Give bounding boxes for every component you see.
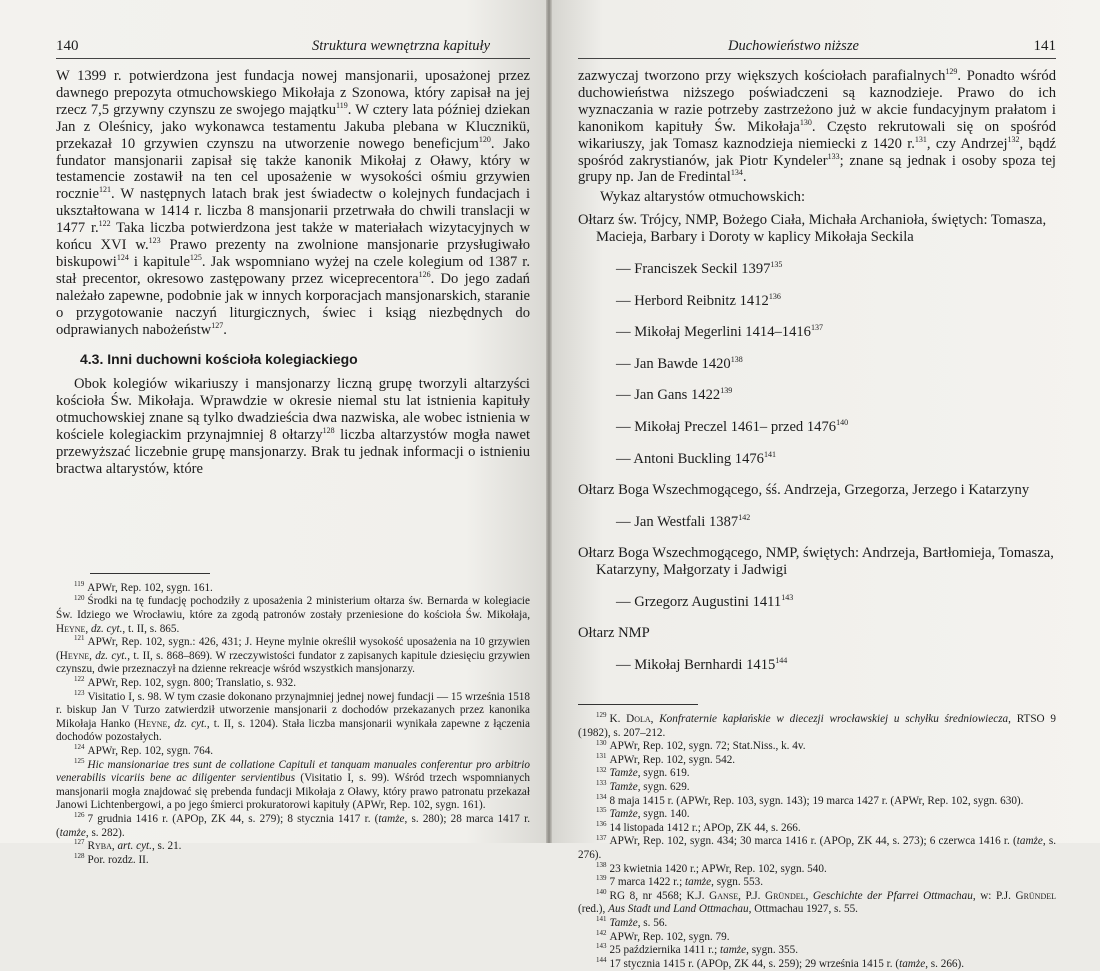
altarist-entry — [578, 356, 1056, 373]
altarist-name: — Antoni Buckling 1476 — [616, 450, 764, 467]
altar-name: Ołtarz Boga Wszechmogącego, NMP, świętych: Andrzeja, Bartłomieja, Tomasza, Katarzyny, Małgorzaty i Jadwigi — [578, 545, 1054, 579]
text-run: , RTSO 9 (1982), s. 207–212. — [578, 713, 1056, 739]
text-run: 23 kwietnia 1420 r.; APWr, Rep. 102, sygn. 540. — [609, 862, 827, 875]
text-run: APWr, Rep. 102, sygn. 161. — [87, 581, 213, 594]
footnote — [56, 745, 530, 759]
text-run: . W cztery lata później dziekan Jan z Oleśnicy, jako wykonawca testamentu Jakuba plebana w Klucznikü, przekazał 10 grzywien czynszu na utworzenie nowego beneficjum — [56, 101, 530, 152]
italic-run: dz. cyt. — [174, 717, 207, 730]
footnote — [578, 928, 1056, 945]
footnote — [578, 808, 1056, 822]
footnote — [578, 958, 1056, 971]
text-run: . Ponadto wśród duchowieństwa niższego poświadczeni są kaznodzieje. Prawo do ich wyznaczania w razie potrzeby zastrzeżono już w akcie fundacyjnym prałatom i kanonikom kapituły Św. Mikołaja — [578, 68, 1056, 135]
running-head: Struktura wewnętrzna kapituły — [311, 38, 490, 54]
footnote — [578, 792, 1056, 809]
footnote-rule — [90, 573, 210, 574]
footnote-number: 140 — [596, 888, 607, 897]
text-run: . Często rekrutowali się on spośród wikariuszy, jak Tomasz kaznodzieja niemiecki z 1420 r. — [578, 118, 1057, 152]
text-run: . W następnych latach brak jest świadectw o kolejnych fundacjach i ukształtowana w 1414 r. liczba 8 mansjonarii przetrwała do chwili translacji w 1477 r. — [56, 186, 530, 237]
altar-name: Ołtarz Boga Wszechmogącego, śś. Andrzeja, Grzegorza, Jerzego i Katarzyny — [578, 482, 1030, 499]
altarist-name: — Jan Westfali 1387 — [616, 513, 739, 530]
footnote-ref: 138 — [730, 354, 743, 364]
footnote — [578, 740, 1056, 754]
footnote — [578, 917, 1056, 931]
paragraph — [56, 68, 530, 339]
text-run: APWr, Rep. 102, sygn. 72; Stat.Niss., k. 4v. — [609, 740, 806, 753]
altar-name: Ołtarz NMP — [578, 625, 650, 642]
text-run: Visitatio I, s. 98. W tym czasie dokonano przynajmniej jednej nowej fundacji — 15 września 1518 r. biskup Jan V Turzo zatwierdził utworzenie mansjonarii z dochodów przekazanych przez kanonika Mikołaja Hanko ( — [56, 690, 530, 730]
text-run: APWr, Rep. 102, sygn. 79. — [609, 930, 730, 943]
smallcaps-run: Gründel — [1015, 889, 1057, 902]
altarist-entry — [578, 514, 1056, 531]
footnote-number: 126 — [74, 811, 85, 820]
footnote-number: 143 — [596, 942, 607, 951]
altarist-name: — Grzegorz Augustini 1411 — [616, 593, 782, 610]
italic-run: tamże — [378, 812, 405, 825]
left-footnotes — [56, 582, 530, 867]
section-heading: 4.3. Inni duchowni kościoła kolegiackiego — [80, 350, 358, 367]
paragraph — [578, 68, 1056, 186]
text-run: , P.J. — [738, 889, 765, 902]
text-run: APWr, Rep. 102, sygn. 800; Translatio, s. 932. — [87, 677, 297, 689]
italic-run: Hic mansionariae tres sunt de collatione Capituli et tanquam manuales conferentur pro arbitrio venerabilis vicariis bene ac diligenter servientibus — [56, 758, 530, 785]
italic-run: art. cyt. — [117, 840, 152, 853]
footnote-number: 133 — [596, 779, 607, 788]
text-run: ; znane są jednak i osoby spoza tej grupy np. Jan de Fredintal — [578, 152, 1056, 186]
footnote-number: 135 — [596, 806, 607, 815]
italic-run: Tamże — [609, 808, 638, 821]
footnote — [578, 860, 1056, 877]
right-body-text — [578, 68, 1056, 186]
footnote — [56, 677, 530, 691]
altarist-name: — Franciszek Seckil 1397 — [616, 260, 771, 277]
italic-run: tamże — [1016, 835, 1043, 848]
footnote — [578, 713, 1056, 740]
footnote-number: 127 — [74, 838, 85, 847]
text-run: , — [111, 840, 118, 853]
footnote — [578, 944, 1056, 958]
text-run: W 1399 r. potwierdzona jest fundacja nowej mansjonarii, uposażonej przez dawnego prepozyta otmuchowskiego Mikołaja z Szonowa, który zapisał na jej rzecz 7,5 grzywny czynszu ze swojego majątku — [56, 68, 530, 118]
page-number: 141 — [1033, 38, 1056, 54]
text-run: RG 8, nr 4568; K.J. — [609, 889, 710, 902]
altarist-entry — [578, 261, 1056, 278]
italic-run: tamże — [899, 957, 926, 970]
footnote-number: 136 — [596, 820, 607, 829]
footnote-number: 125 — [74, 756, 85, 765]
right-page — [548, 0, 1100, 970]
footnote — [56, 688, 530, 745]
text-run: , — [167, 717, 175, 730]
footnote-number: 132 — [596, 765, 607, 774]
footnote-ref: 120 — [478, 134, 491, 144]
right-footnotes — [578, 713, 1056, 971]
footnote-ref: 121 — [98, 185, 111, 195]
italic-run: Tamże — [609, 781, 638, 794]
altar-list — [578, 189, 1056, 674]
text-run: , sygn. 629. — [637, 781, 690, 794]
footnote-ref: 136 — [768, 291, 781, 301]
italic-run: tamże — [720, 944, 747, 957]
page-number: 140 — [56, 38, 79, 54]
list-intro: Wykaz altarystów otmuchowskich: — [600, 189, 806, 206]
left-page — [0, 0, 548, 866]
text-run: , — [85, 622, 92, 635]
footnote-ref: 137 — [810, 323, 823, 333]
footnote — [56, 840, 530, 854]
altarist-entry — [578, 657, 1056, 674]
text-run: , t. II, s. 868–869). W rzeczywistości fundator z zapisanych kapitule dziesięciu grzywien czynszu, dwie przeznaczył na dzienne rekreacje wśród wszystkich mansjonarzy. — [56, 649, 530, 676]
footnote — [56, 636, 530, 677]
footnote — [56, 582, 530, 596]
text-run: APWr, Rep. 102, sygn. 542. — [609, 753, 736, 766]
altarist-name: — Jan Bawde 1420 — [616, 355, 731, 372]
footnote-ref: 122 — [98, 219, 111, 229]
footnote — [578, 822, 1056, 836]
italic-run: Aus Stadt und Land Ottmachau — [608, 903, 749, 916]
text-run: , s. 266). — [925, 957, 965, 970]
footnote-number: 128 — [74, 851, 85, 860]
text-run: , bądź spośród zakrystianów, jak Piotr Kyndeler — [578, 135, 1056, 169]
smallcaps-run: Heyne — [59, 649, 90, 662]
footnote-number: 122 — [74, 675, 85, 684]
footnote-number: 138 — [596, 860, 607, 869]
book-gutter — [546, 0, 552, 843]
footnote-number: 124 — [74, 743, 85, 752]
altarist-name: — Mikołaj Megerlini 1414–1416 — [616, 324, 811, 341]
paragraph — [56, 376, 530, 477]
altarist-entry — [578, 594, 1056, 611]
altarist-entry — [578, 451, 1056, 468]
text-run: 25 października 1411 r.; — [609, 944, 720, 957]
smallcaps-run: Heyne — [56, 622, 86, 635]
altarist-entry — [578, 387, 1056, 404]
footnote-number: 139 — [596, 874, 607, 883]
footnote — [578, 890, 1056, 917]
text-run: i kapitule — [128, 253, 190, 270]
altarist-entry — [578, 419, 1056, 436]
altarist-name: — Jan Gans 1422 — [616, 387, 721, 404]
text-run: . Jako fundator mansjonarii zapisał się także kanonik Mikołaj z Oławy, który w testamencie zostawił na ten cel uposażenie w wysokości ośmiu grzywien rocznie — [56, 135, 530, 203]
text-run: zazwyczaj tworzono przy większych kościołach parafialnych — [578, 68, 946, 84]
italic-run: tamże — [685, 876, 712, 889]
text-run: Por. rozdz. II. — [87, 853, 149, 866]
smallcaps-run: Ryba — [87, 840, 112, 853]
text-run: (Visitatio I, s. 99). Wśród trzech wspomnianych mansjonarii mogła znajdować się prebenda fundacji Mikołaja z Oławy, który prawo patronatu przekazał Janowi Lichtenbergowi, a po jego śmierci prokuratorowi kapituły (APWr, Rep. 102, sygn. 161). — [56, 772, 530, 812]
footnote-ref: 135 — [770, 260, 783, 270]
footnote — [56, 756, 530, 813]
footnote-ref: 141 — [763, 449, 776, 459]
footnote-ref: 130 — [799, 117, 812, 127]
text-run: , t. II, s. 865. — [122, 622, 180, 635]
footnote — [578, 767, 1056, 781]
left-page-header — [56, 38, 530, 59]
footnote-ref: 124 — [116, 253, 129, 263]
altarist-entry — [578, 293, 1056, 310]
italic-run: Tamże — [609, 767, 638, 780]
text-run: . — [223, 321, 227, 338]
footnote-ref: 123 — [148, 236, 161, 246]
footnote-number: 121 — [74, 634, 85, 643]
footnote-ref: 139 — [720, 386, 733, 396]
italic-run: Tamże — [609, 916, 638, 929]
italic-run: Konfraternie kapłańskie w diecezji wrocławskiej u schyłku średniowiecza — [659, 713, 1009, 726]
text-run: 17 stycznia 1415 r. (APOp, ZK 44, s. 259); 29 września 1415 r. ( — [609, 957, 900, 970]
text-run: , s. 21. — [151, 840, 182, 853]
footnote-number: 129 — [596, 711, 607, 720]
text-run: , sygn. 355. — [746, 944, 799, 957]
footnote-number: 144 — [596, 956, 607, 965]
altarist-name: — Mikołaj Preczel 1461– przed 1476 — [616, 418, 837, 435]
running-head: Duchowieństwo niższe — [728, 38, 859, 54]
altar-groups — [578, 212, 1056, 674]
italic-run: Geschichte der Pfarrei Ottmachau — [812, 889, 973, 902]
text-run: . Jak wspomniano wyżej na czele kolegium od 1387 r. stał precentor, okresowo zastępowany przez wiceprecentora — [56, 253, 530, 287]
footnote-ref: 131 — [914, 134, 927, 144]
footnote-ref: 129 — [945, 67, 958, 77]
altar-name: Ołtarz św. Trójcy, NMP, Bożego Ciała, Michała Archanioła, świętych: Tomasza, Macieja, Barbary i Doroty w kaplicy Mikołaja Seckila — [578, 212, 1047, 246]
footnote-number: 134 — [596, 792, 607, 801]
smallcaps-run: Heyne — [138, 717, 168, 730]
text-run: Prawo prezenty na zwolnione mansjonarie przysługiwało biskupowi — [56, 237, 530, 270]
text-run: . Do jego zadań należało zapewne, podobnie jak w innych korporacjach mansjonarskich, staranie o przygotowanie naczyń liturgicznych, świec i ksiąg niezbędnych do odprawianych nabożeństw — [56, 270, 530, 338]
altarist-name: — Mikołaj Bernhardi 1415 — [616, 657, 776, 674]
left-body-text — [56, 68, 530, 478]
text-run: , — [89, 649, 96, 662]
text-run: , s. 276). — [578, 835, 1056, 861]
text-run: , Ottmachau 1927, s. 55. — [748, 903, 858, 916]
text-run: Obok kolegiów wikariuszy i mansjonarzy liczną grupę tworzyli altarzyści kościoła Św. Mikołaja. Wprawdzie w okresie niemal stu lat istnienia kapituły otmuchowskiej znane są tylko dwadzieścia dwa nazwiska, ale wobec istnienia w kościele kolegiackim przynajmniej 8 ołtarzy — [56, 376, 530, 444]
footnote-number: 123 — [74, 688, 85, 697]
footnote-ref: 126 — [418, 270, 431, 280]
text-run: 7 marca 1422 r.; — [609, 876, 685, 889]
smallcaps-run: Ganse — [709, 889, 739, 902]
text-run: , s. 282). — [85, 826, 125, 839]
footnote-number: 131 — [596, 752, 607, 761]
text-run: , s. 56. — [637, 916, 668, 929]
footnote-ref: 119 — [336, 100, 348, 110]
text-run: Taka liczba potwierdzona jest także w materiałach wizytacyjnych w końcu XVI w. — [56, 220, 530, 254]
footnote-ref: 128 — [322, 426, 335, 436]
footnote-ref: 132 — [1007, 134, 1020, 144]
text-run: , s. 280); 28 marca 1417 r. ( — [56, 812, 530, 839]
footnote-ref: 133 — [827, 151, 840, 161]
text-run: Środki na tę fundację pochodziły z uposażenia 2 ministerium ołtarza św. Bernarda w kolegiacie Św. Idziego we Wrocławiu, które za zgodą patronów zostały przeniesione do kościoła Św. Mikołaja, — [56, 595, 530, 622]
text-run: , w: P.J. — [972, 889, 1016, 902]
footnote-number: 141 — [596, 915, 607, 924]
footnote — [56, 813, 530, 840]
text-run: , czy Andrzej — [926, 135, 1008, 152]
footnote-number: 142 — [596, 928, 607, 937]
italic-run: dz. cyt. — [95, 649, 128, 662]
text-run: 14 listopada 1412 r.; APOp, ZK 44, s. 266. — [609, 821, 801, 834]
italic-run: tamże — [59, 826, 86, 839]
text-run: liczba altarzystów mogła nawet przewyższać liczebnie grupę mansjonarzy. Brak tu jednak informacji o istnieniu bractwa altarystów, które — [56, 427, 530, 477]
footnote-number: 130 — [596, 738, 607, 747]
footnote — [56, 595, 530, 636]
footnote-ref: 127 — [211, 320, 224, 330]
footnote-rule — [578, 704, 698, 705]
text-run: 7 grudnia 1416 r. (APOp, ZK 44, s. 279); 8 stycznia 1417 r. ( — [87, 812, 379, 825]
footnote — [578, 876, 1056, 890]
text-run: . — [742, 169, 747, 186]
text-run: , sygn. 140. — [637, 808, 690, 821]
footnote — [578, 781, 1056, 795]
footnote-ref: 140 — [836, 418, 849, 428]
footnote — [578, 754, 1056, 768]
text-run: , sygn. 553. — [711, 876, 764, 889]
text-run: APWr, Rep. 102, sygn. 434; 30 marca 1416 r. (APOp, ZK 44, s. 273); 6 czerwca 1416 r. ( — [609, 835, 1017, 848]
footnote-ref: 125 — [189, 253, 202, 263]
italic-run: dz. cyt. — [91, 622, 123, 635]
footnote-number: 119 — [74, 580, 85, 589]
altarist-entry — [578, 324, 1056, 341]
smallcaps-run: K. Dola — [609, 713, 651, 726]
footnote — [56, 851, 530, 868]
text-run: , — [805, 889, 813, 902]
smallcaps-run: Gründel — [764, 889, 806, 902]
footnote-ref: 142 — [738, 512, 751, 522]
text-run: APWr, Rep. 102, sygn.: 426, 431; J. Heyne mylnie określił wysokość uposażenia na 10 grzywien ( — [56, 636, 530, 662]
text-run: , — [650, 713, 660, 726]
text-run: , sygn. 619. — [637, 767, 690, 780]
footnote — [578, 835, 1056, 862]
text-run: (red.), — [578, 903, 609, 916]
footnote-ref: 143 — [781, 593, 794, 603]
text-run: APWr, Rep. 102, sygn. 764. — [87, 744, 214, 757]
footnote-ref: 144 — [775, 656, 788, 666]
altarist-name: — Herbord Reibnitz 1412 — [616, 292, 769, 309]
text-run: , t. II, s. 1204). Stała liczba mansjonarii wynikała zapewne z łączenia dochodów pozostałych. — [56, 717, 530, 744]
footnote-number: 120 — [74, 593, 85, 602]
footnote-ref: 134 — [730, 168, 743, 178]
text-run: 8 maja 1415 r. (APWr, Rep. 103, sygn. 143); 19 marca 1427 r. (APWr, Rep. 102, sygn. 630). — [609, 794, 1024, 807]
footnote-number: 137 — [596, 833, 607, 842]
right-page-header — [578, 38, 1056, 59]
